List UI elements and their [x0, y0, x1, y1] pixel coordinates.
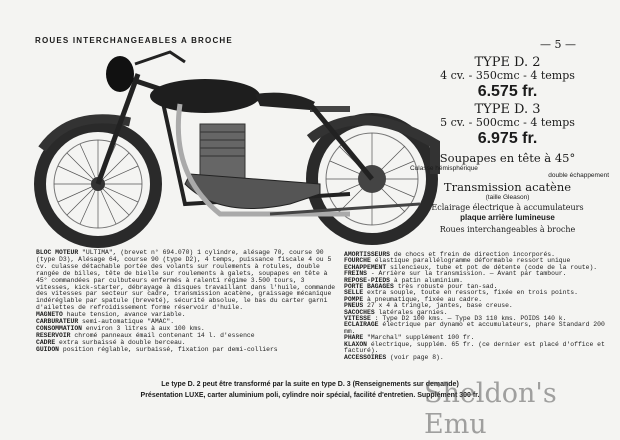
feature-transmission: Transmission acatène — [443, 179, 572, 194]
watermark: Sheldon's Emu — [424, 378, 557, 440]
feature-culasse: Culasse hémisphérique — [410, 164, 478, 172]
spec-text: à pneumatique, fixée au cadre. — [367, 295, 483, 303]
spec-text: environ 3 litres à aux 100 kms. — [85, 324, 205, 332]
spec-text: extra surbaissé à double berceau. — [59, 338, 186, 346]
spec-text: électrique, supplém. 65 fr. (ce dernier est placé d'office et facturé). — [344, 340, 605, 355]
feature-soupapes: Soupapes en tête à 45° — [439, 150, 576, 165]
spec-label: PNEUS — [344, 302, 364, 310]
spec-label: GUIDON — [36, 345, 60, 353]
model-price: 6.975 fr. — [477, 130, 538, 148]
model-specs — [400, 56, 615, 235]
spec-label: VITESSE — [344, 315, 371, 323]
spec-text: position réglable, surbaissé, fixation par demi-colliers — [62, 345, 278, 353]
spec-text: chromé panneaux émail contenant 14 l. d'essence — [74, 331, 255, 339]
motorcycle-illustration — [20, 44, 445, 249]
spec-item — [344, 355, 620, 361]
spec-label: SELLE — [344, 289, 364, 297]
spec-label: REPOSE-PIEDS — [344, 276, 391, 284]
spec-label: CADRE — [36, 338, 56, 346]
spec-item — [36, 250, 336, 312]
spec-label: ACCESSOIRES — [344, 353, 387, 361]
spec-text: 27 x 4 à tringle, jantes, base creuse. — [367, 302, 513, 310]
spec-text: très robuste pour tan-sad. — [397, 283, 498, 291]
spec-label: ECHAPPEMENT — [344, 263, 387, 271]
feature-roues: Roues interchangeables à broche — [439, 225, 576, 235]
spec-label: PHARE — [344, 334, 364, 342]
spec-text: (voir page 8). — [390, 353, 444, 361]
spec-text: à patin aluminium. — [393, 276, 463, 284]
spec-label: PORTE BAGAGES — [344, 283, 394, 291]
spec-label: POMPE — [344, 295, 364, 303]
spec-text: silencieux, tube et pot de détente (code de la route). — [390, 263, 598, 271]
spec-label: RESERVOIR — [36, 331, 71, 339]
spec-label: FOURCHE — [344, 257, 371, 265]
spec-label: ECLAIRAGE — [344, 321, 379, 329]
spec-label: MAGNETO — [36, 311, 63, 319]
spec-label: SACOCHES — [344, 308, 375, 316]
page-title: ROUES INTERCHANGEABLES A BROCHE — [35, 36, 233, 45]
feature-gleason: (taille Gleason) — [485, 193, 530, 201]
spec-label: BLOC MOTEUR — [36, 249, 79, 256]
spec-text: semi-automatique "AMAC". — [82, 318, 175, 326]
spec-text: latérales garnies. — [378, 308, 448, 316]
spec-label: AMORTISSEURS — [344, 251, 391, 258]
feature-plaque: plaque arrière lumineuse — [460, 213, 555, 223]
spec-label: KLAXON — [344, 340, 368, 348]
spec-text: extra souple, toute en ressorts, fixée en trois points. — [367, 289, 578, 297]
page-number: — 5 — — [540, 38, 576, 51]
spec-text: : Type D2 100 kms. — Type D3 110 kms. POIDS 140 k. — [374, 315, 567, 323]
right-spec-list — [344, 252, 620, 361]
model-spec: 4 cv. - 350cmc - 4 temps — [440, 69, 575, 83]
spec-text: électrique par dynamo et accumulateurs, phare Standard 200 mm. — [344, 321, 605, 335]
model-spec: 5 cv. - 500cmc - 4 temps — [440, 116, 575, 130]
spec-item — [36, 347, 336, 354]
spec-label: FREINS — [344, 270, 368, 278]
spec-label: CONSOMMATION — [36, 324, 83, 332]
left-spec-list — [36, 250, 336, 354]
model-type: TYPE D. 3 — [474, 101, 541, 117]
spec-text: - Arrière sur la transmission. — Avant par tambour. — [370, 270, 567, 278]
spec-text: élastique parallélogramme déformable ressort unique — [374, 257, 571, 265]
model-price: 6.575 fr. — [477, 83, 538, 101]
feature-eclairage: Eclairage électrique à accumulateurs — [431, 202, 584, 212]
footer-line-2: Présentation LUXE, carter aluminium poli, cylindre noir spécial, facilité d'entretien. Supplément 300 fr. — [140, 392, 480, 399]
footer-line-1: Le type D. 2 peut être transformé par la suite en type D. 3 (Renseignements sur demande) — [161, 381, 459, 388]
spec-label: CARBURATEUR — [36, 318, 79, 326]
spec-text: "Marchal" supplément 100 fr. — [367, 334, 475, 342]
spec-text: "ULTIMA", (brevet n° 694.070) 1 cylindre, alésage 70, course 90 (type D3), Alésage 64, course 90 (type D2), 4 temps, puissance fiscale 4 ou 5 cv. culasse détachable portée des volants sur roulements à rotules, double rangée de billes, tête de bielle sur roulements à galets, soupapes en tête à 45° commandées par culbuteurs enfermés à ralenti régime 3.500 tours, 3 vitesses, kick-starter, débrayage à disques travaillant dans l'huile, commande des vitesses par secteur sur cadre, transmission acatène, graissage mécanique indéréglable par spatule (breveté), sécurité absolue, le bas du carter garni d'ailettes de refroidissement forme réservoir d'huile. — [36, 249, 336, 312]
feature-echappement: double échappement — [548, 171, 609, 179]
spec-text: haute tension, avance variable. — [66, 311, 186, 319]
model-type: TYPE D. 2 — [474, 55, 541, 70]
spec-text: de chocs et frein de direction incorporés. — [393, 251, 555, 258]
